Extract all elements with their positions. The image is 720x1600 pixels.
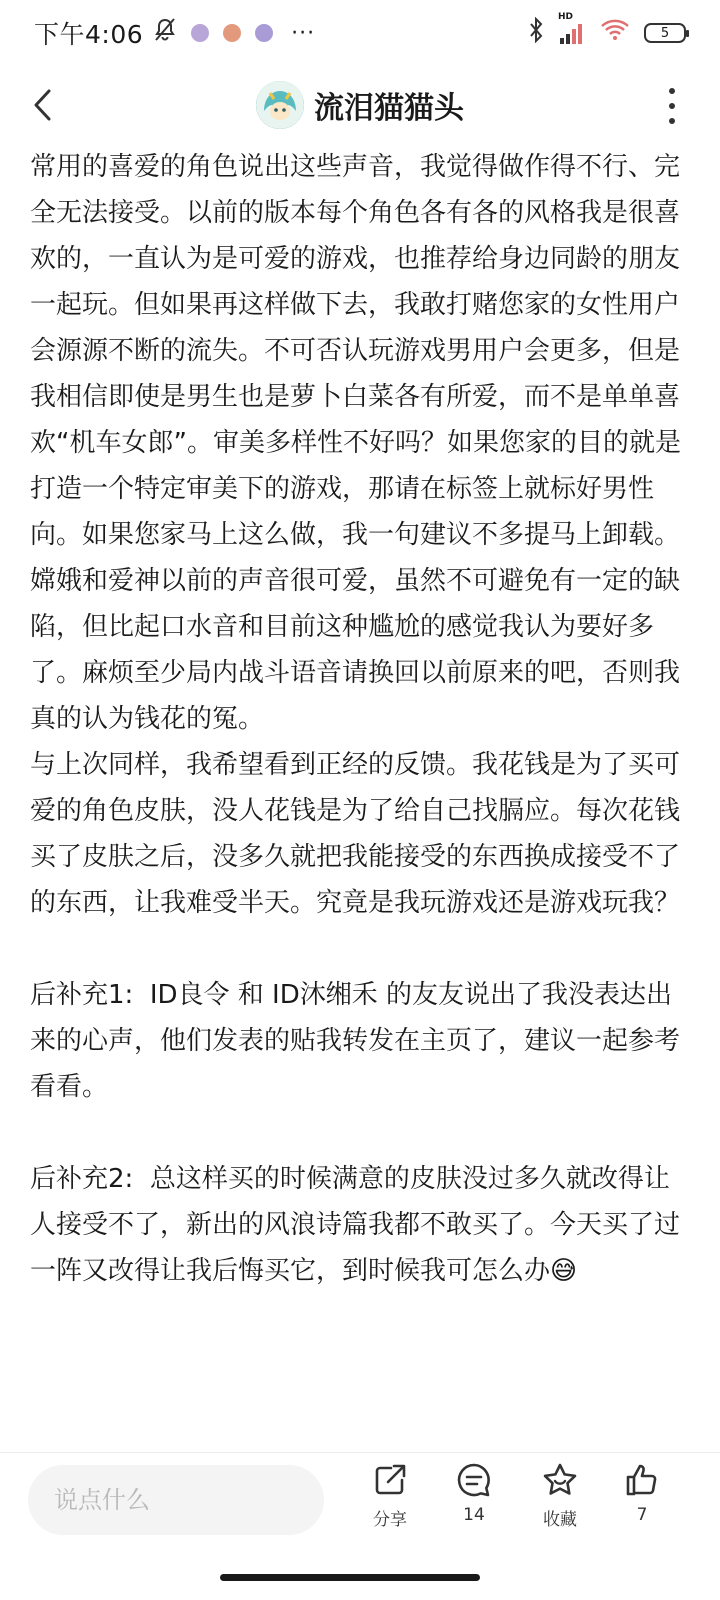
more-vertical-icon [669,118,675,124]
author-name[interactable]: 流泪猫猫头 [314,91,464,126]
comment-input[interactable] [28,1465,324,1535]
share-button[interactable] [350,1461,430,1541]
star-icon [541,1461,579,1499]
app-notification-icon [255,24,273,42]
post-paragraph: 后补充1: ID良令 和 ID沐缃禾 的友友说出了我没表达出来的心声，他们发表的贴我转发在主页了，建议一起参考看看。 [30,980,681,1102]
bluetooth-icon [528,17,544,49]
share-label: 分享 [373,1510,407,1530]
favorite-label: 收藏 [543,1510,577,1530]
comment-count: 14 [463,1505,485,1525]
bottom-action-bar [0,1452,720,1552]
mute-icon [153,17,177,49]
paragraph-spacer [30,1110,690,1156]
comment-icon [455,1461,493,1499]
favorite-button[interactable] [520,1461,600,1541]
comment-button[interactable] [434,1461,514,1541]
battery-indicator: 5 [644,23,686,43]
thumbs-up-icon [623,1461,661,1499]
post-header [0,66,720,144]
author-avatar[interactable] [256,81,304,129]
notification-icons [191,24,273,42]
post-paragraph: 与上次同样，我希望看到正经的反馈。我花钱是为了买可爱的角色皮肤，没人花钱是为了给自己找膈应。每次花钱买了皮肤之后，没多久就把我能接受的东西换成接受不了的东西，让我难受半天。究竟是我玩游戏还是游戏玩我？ [30,750,681,918]
status-bar [0,0,720,66]
status-right [528,12,686,49]
like-button[interactable] [602,1461,682,1541]
like-count: 7 [636,1505,648,1525]
status-left [34,15,315,51]
wifi-icon [600,18,630,48]
app-notification-icon [223,24,241,42]
more-vertical-icon [669,103,675,109]
more-options-button[interactable] [660,88,684,124]
signal-icon [558,12,586,46]
app-notification-icon [191,24,209,42]
status-more: ··· [291,20,316,46]
share-icon [371,1461,409,1499]
author-info [0,66,720,144]
home-indicator[interactable] [220,1574,480,1581]
back-button[interactable] [22,80,62,130]
post-content [30,144,690,1464]
chevron-left-icon [31,88,53,122]
paragraph-spacer [30,926,690,972]
more-vertical-icon [669,88,675,94]
post-paragraph: 常用的喜爱的角色说出这些声音，我觉得做作得不行、完全无法接受。以前的版本每个角色各有各的风格我是很喜欢的，一直认为是可爱的游戏，也推荐给身边同龄的朋友一起玩。但如果再这样做下去，我敢打赌您家的女性用户会源源不断的流失。不可否认玩游戏男用户会更多，但是我相信即使是男生也是萝卜白菜各有所爱，而不是单单喜欢“机车女郎”。审美多样性不好吗？如果您家的目的就是打造一个特定审美下的游戏，那请在标签上就标好男性向。如果您家马上这么做，我一句建议不多提马上卸载。 [30,152,681,550]
status-time: 下午4:06 [34,20,144,49]
post-paragraph: 嫦娥和爱神以前的声音很可爱，虽然不可避免有一定的缺陷，但比起口水音和目前这种尴尬的感觉我认为要好多了。麻烦至少局内战斗语音请换回以前原来的吧，否则我真的认为钱花的冤。 [30,566,681,734]
network-label: HD [558,12,574,22]
post-paragraph: 后补充2: 总这样买的时候满意的皮肤没过多久就改得让人接受不了，新出的风浪诗篇我都不敢买了。今天买了过一阵又改得让我后悔买它，到时候我可怎么办😅 [30,1164,681,1286]
